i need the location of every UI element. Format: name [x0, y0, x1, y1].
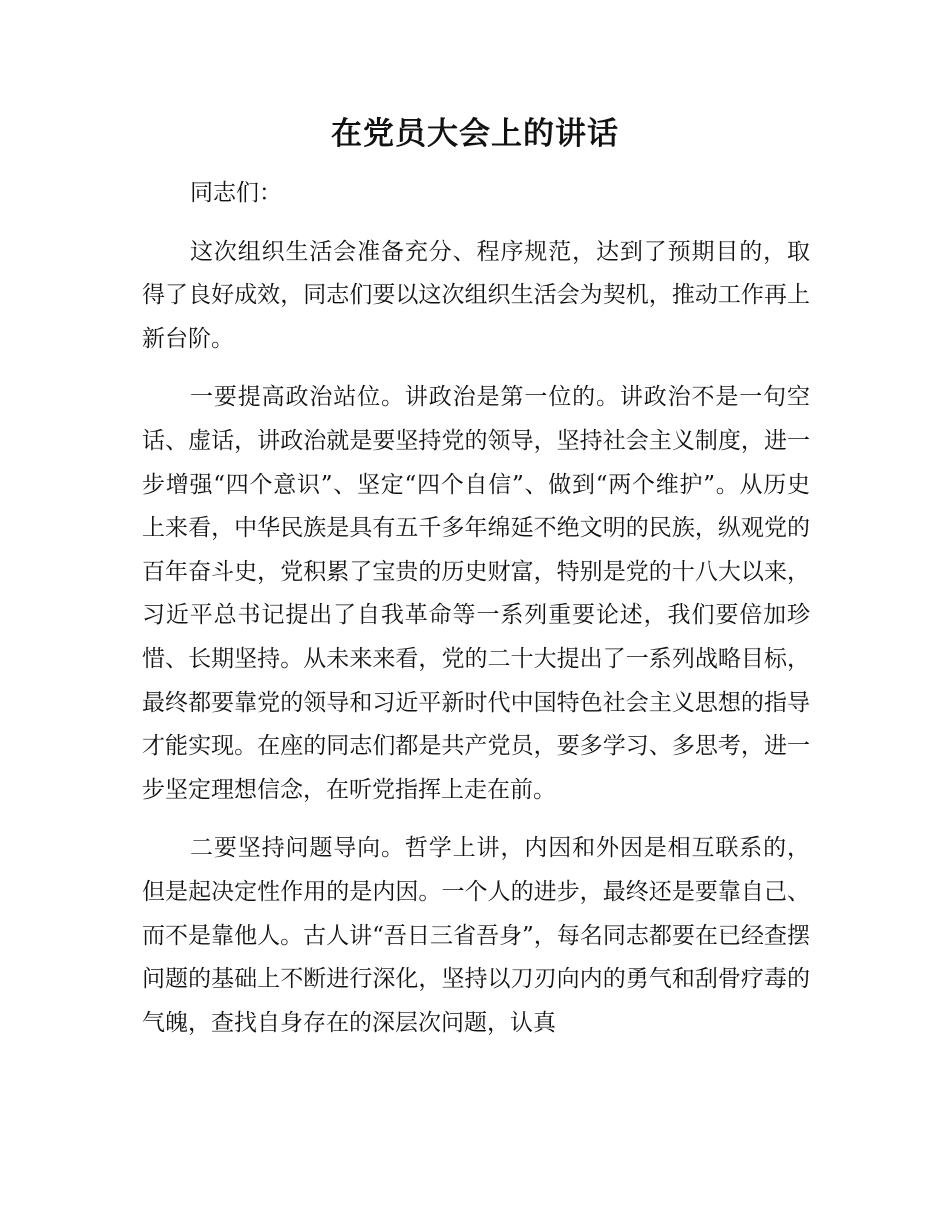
- document-title: 在党员大会上的讲话: [331, 116, 619, 152]
- paragraph-opening: 这次组织生活会准备充分、程序规范，达到了预期目的，取得了良好成效，同志们要以这次组织生活会为契机，推动工作再上新台阶。: [142, 238, 810, 352]
- paragraph-political-stance: 一要提高政治站位。讲政治是第一位的。讲政治不是一句空话、虚话，讲政治就是要坚持党的领导，坚持社会主义制度，进一步增强“四个意识”、坚定“四个自信”、做到“两个维护”。从历史上来看，中华民族是具有五千多年绵延不绝文明的民族，纵观党的百年奋斗史，党积累了宝贵的历史财富，特别是党的十八大以来，习近平总书记提出了自我革命等一系列重要论述，我们要倍加珍惜、长期坚持。从未来来看，党的二十大提出了一系列战略目标，最终都要靠党的领导和习近平新时代中国特色社会主义思想的指导才能实现。在座的同志们都是共产党员，要多学习、多思考，进一步坚定理想信念，在听党指挥上走在前。: [142, 384, 810, 803]
- paragraph-problem-orientation: 二要坚持问题导向。哲学上讲，内因和外因是相互联系的，但是起决定性作用的是内因。一个人的进步，最终还是要靠自己、而不是靠他人。古人讲“吾日三省吾身”，每名同志都要在已经查摆问题的基础上不断进行深化，坚持以刀刃向内的勇气和刮骨疗毒的气魄，查找自身存在的深层次问题，认真: [142, 835, 810, 1036]
- document-body: [142, 172, 810, 1060]
- salutation: 同志们：: [190, 180, 282, 206]
